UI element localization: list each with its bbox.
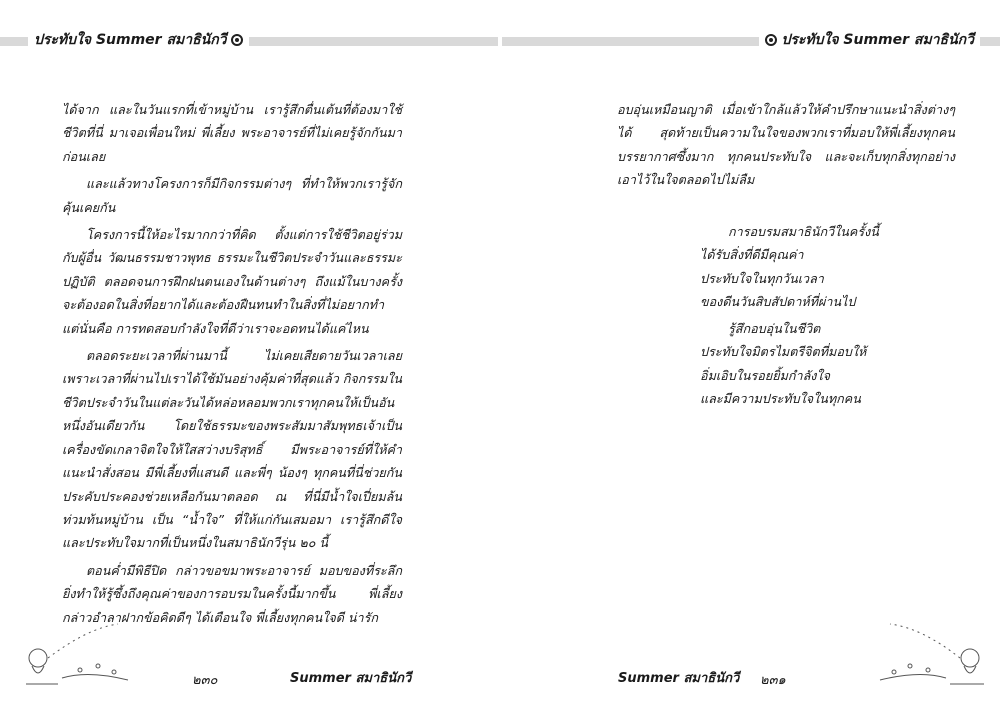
poem-line: และมีความประทับใจในทุกคน	[700, 391, 861, 407]
poem-line: การอบรมสมาธินักวีในครั้งนี้	[728, 224, 879, 239]
poem-line: ประทับใจมิตรไมตรีจิตที่มอบให้	[700, 344, 867, 360]
poem-line: รู้สึกอบอุ่นในชีวิต	[728, 321, 821, 336]
monk-child-doodle-icon	[862, 618, 992, 690]
left-page-body	[62, 98, 402, 633]
poem-line: ของดีนวันสิบสัปดาห์ที่ผ่านไป	[700, 294, 856, 310]
running-header-right-text: ประทับใจ Summer สมาธินักวี	[781, 32, 974, 48]
paragraph: ได้จาก และในวันแรกที่เข้าหมู่บ้าน เรารู้สึกตื่นเต้นที่ต้องมาใช้ชีวิตที่นี่ มาเจอเพื่อนใหม่ พี่เลี้ยง พระอาจารย์ที่ไม่เคยรู้จักกันมาก่อนเลย	[62, 102, 402, 164]
paragraph: ตลอดระยะเวลาที่ผ่านมานี้ ไม่เคยเสียดายวันเวลาเลย เพราะเวลาที่ผ่านไปเราได้ใช้มันอย่างคุ้มค่าที่สุดแล้ว กิจกรรมในชีวิตประจำวันในแต่ละวันได้หล่อหลอมพวกเราทุกคนให้เป็นอันหนึ่งอันเดียวกัน โดยใช้ธรรมะของพระสัมมาสัมพุทธเจ้าเป็นเครื่องขัดเกลาจิตใจให้ใสสว่างบริสุทธิ์ มีพระอาจารย์ที่ให้คำแนะนำสั่งสอน มีพี่เลี้ยงที่แสนดี และพี่ๆ น้องๆ ทุกคนที่นี่ช่วยกันประคับประคองช่วยเหลือกันมาตลอด ณ ที่นี่มีน้ำใจเปี่ยมล้น ท่วมท้นหมู่บ้าน เป็น “น้ำใจ” ที่ให้แก่กันเสมอมา เรารู้สึกดีใจและประทับใจมากที่เป็นหนึ่งในสมาธินักวีรุ่น ๒๐ นี้	[62, 348, 403, 551]
poem-line: ได้รับสิ่งที่ดีมีคุณค่า	[700, 247, 804, 263]
poem-line: อิ่มเอิบในรอยยิ้มกำลังใจ	[700, 367, 830, 383]
running-header-right	[759, 30, 980, 50]
paragraph: ตอนค่ำมีพิธีปิด กล่าวขอขมาพระอาจารย์ มอบของที่ระลึก ยิ่งทำให้รู้ซึ้งถึงคุณค่าของการอบรมในครั้งนี้มากขึ้น พี่เลี้ยงกล่าวอำลาฝากข้อคิดดีๆ ได้เตือนใจ พี่เลี้ยงทุกคนใจดี น่ารัก	[62, 562, 402, 625]
running-header-left-text: ประทับใจ Summer สมาธินักวี	[34, 32, 227, 48]
footer-title-left: Summer สมาธินักวี	[290, 671, 412, 686]
circle-bullet-icon	[765, 34, 777, 46]
page-number-right: ๒๓๑	[760, 673, 786, 688]
footer-title-right: Summer สมาธินักวี	[618, 671, 740, 686]
page-number-left: ๒๓๐	[192, 673, 218, 688]
running-header-left	[28, 30, 249, 50]
monk-child-doodle-icon	[18, 618, 148, 690]
paragraph: โครงการนี้ให้อะไรมากกว่าที่คิด ตั้งแต่การใช้ชีวิตอยู่ร่วมกับผู้อื่น วัฒนธรรมชาวพุทธ ธรรมะในชีวิตประจำวันและธรรมะปฏิบัติ ตลอดจนการฝึกฝนตนเองในด้านต่างๆ ถึงแม้ในบางครั้ง จะต้องอดในสิ่งที่อยากได้และต้องฝืนทนทำในสิ่งที่ไม่อยากทำ แต่นั่นคือ การทดสอบกำลังใจที่ดีว่าเราจะอดทนได้แค่ไหน	[62, 227, 402, 336]
poem-line: ประทับใจในทุกวันเวลา	[700, 270, 824, 286]
right-page-body	[617, 98, 955, 196]
circle-bullet-icon	[231, 34, 243, 46]
poem-stanza-2	[700, 317, 866, 411]
poem-stanza-1	[700, 220, 879, 314]
paragraph: อบอุ่นเหมือนญาติ เมื่อเข้าใกล้แล้วให้คำปรึกษาแนะนำสิ่งต่างๆ ได้ สุดท้ายเป็นความในใจของพวกเราที่มอบให้พี่เลี้ยงทุกคน บรรยากาศซึ้งมาก ทุกคนประทับใจ และจะเก็บทุกสิ่งทุกอย่างเอาไว้ในใจตลอดไปไม่ลืม	[617, 102, 955, 188]
paragraph: และแล้วทางโครงการก็มีกิจกรรมต่างๆ ที่ทำให้พวกเรารู้จักคุ้นเคยกัน	[62, 176, 402, 215]
